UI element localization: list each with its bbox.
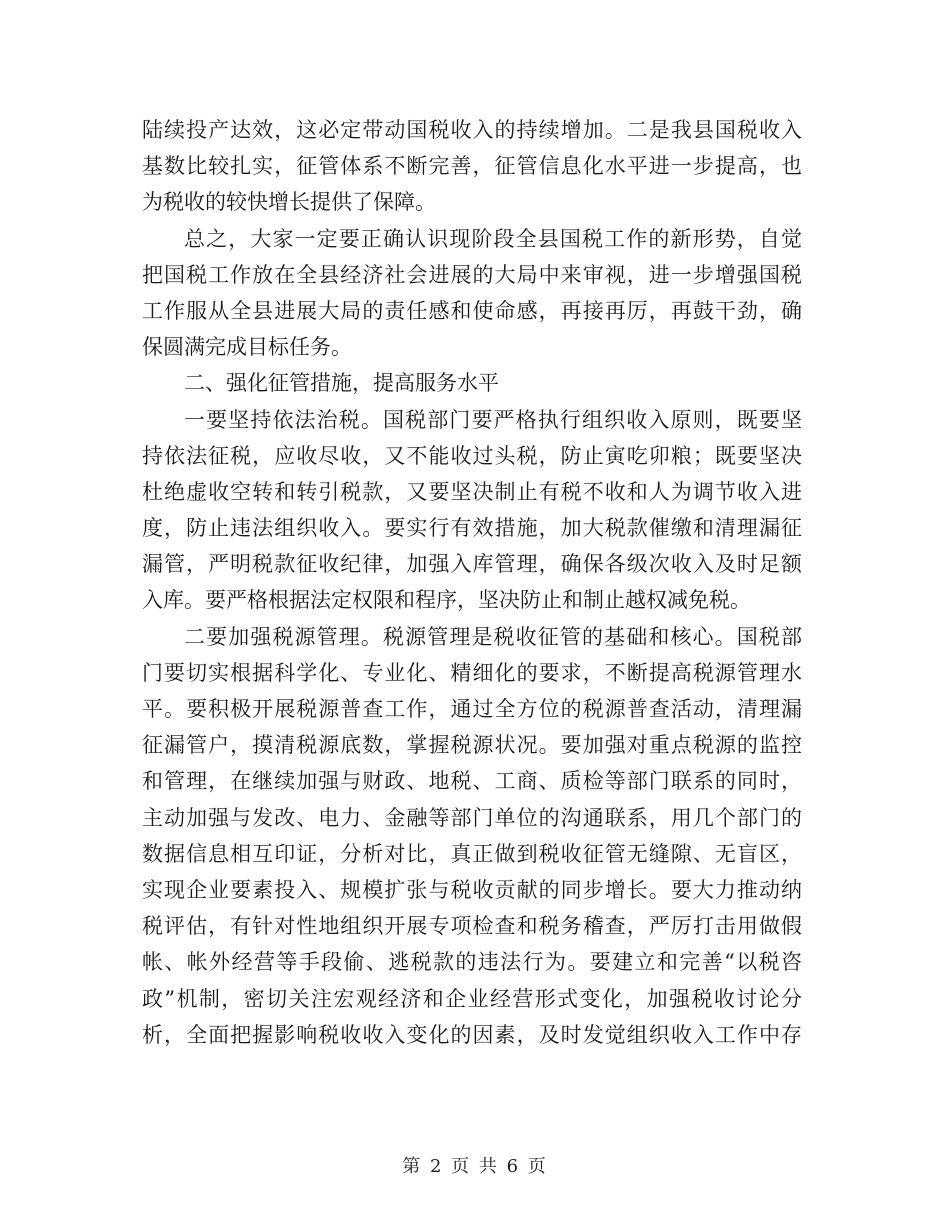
text-line: 入库。要严格根据法定权限和程序，坚决防止和制止越权减免税。: [142, 588, 751, 613]
text-line: 基数比较扎实，征管体系不断完善，征管信息化水平进一步提高，也: [142, 154, 802, 179]
text-line: 为税收的较快增长提供了保障。: [142, 190, 436, 215]
text-line: 陆续投产达效，这必定带动国税收入的持续增加。二是我县国税收入: [142, 118, 802, 142]
page-number-footer: 第 2 页 共 6 页: [402, 1156, 548, 1177]
text-line: 和管理，在继续加强与财政、地税、工商、质检等部门联系的同时，: [142, 769, 802, 794]
text-line: 二、强化征管措施，提高服务水平: [184, 371, 499, 396]
text-line: 税评估，有针对性地组织开展专项检查和税务稽查，严厉打击用做假: [142, 914, 802, 939]
paragraph: [142, 365, 802, 401]
text-line: 二要加强税源管理。税源管理是税收征管的基础和核心。国税部: [184, 624, 802, 649]
text-line: 主动加强与发改、电力、金融等部门单位的沟通联系，用几个部门的: [142, 805, 802, 830]
text-line: 杜绝虚收空转和转引税款，又要坚决制止有税不收和人为调节收入进: [142, 479, 802, 504]
text-line: 数据信息相互印证，分析对比，真正做到税收征管无缝隙、无盲区，: [142, 841, 802, 866]
text-line: 度，防止违法组织收入。要实行有效措施，加大税款催缴和清理漏征: [142, 516, 802, 541]
text-line: 把国税工作放在全县经济社会进展的大局中来审视，进一步增强国税: [142, 262, 802, 287]
text-line: 一要坚持依法治税。国税部门要严格执行组织收入原则，既要坚: [184, 407, 802, 432]
paragraph: [142, 619, 802, 1053]
text-line: 析，全面把握影响税收收入变化的因素，及时发觉组织收入工作中存: [142, 1022, 802, 1047]
text-line: 漏管，严明税款征收纪律，加强入库管理，确保各级次收入及时足额: [142, 552, 802, 577]
text-line: 平。要积极开展税源普查工作，通过全方位的税源普查活动，清理漏: [142, 697, 802, 721]
document-body: [142, 112, 802, 1053]
text-line: 保圆满完成目标任务。: [142, 335, 352, 360]
text-line: 征漏管户，摸清税源底数，掌握税源状况。要加强对重点税源的监控: [142, 733, 802, 758]
text-line: 政”机制，密切关注宏观经济和企业经营形式变化，加强税收讨论分: [142, 986, 802, 1011]
text-line: 工作服从全县进展大局的责任感和使命感，再接再厉，再鼓干劲，确: [142, 298, 802, 323]
text-line: 持依法征税，应收尽收，又不能收过头税，防止寅吃卯粮；既要坚决: [142, 443, 802, 468]
text-line: 实现企业要素投入、规模扩张与税收贡献的同步增长。要大力推动纳: [142, 877, 802, 902]
paragraph: [142, 221, 802, 366]
paragraph: [142, 402, 802, 619]
paragraph: [142, 112, 802, 221]
text-line: 总之，大家一定要正确认识现阶段全县国税工作的新形势，自觉: [184, 226, 802, 251]
text-line: 帐、帐外经营等手段偷、逃税款的违法行为。要建立和完善“以税咨: [142, 950, 802, 975]
text-line: 门要切实根据科学化、专业化、精细化的要求，不断提高税源管理水: [142, 660, 802, 685]
